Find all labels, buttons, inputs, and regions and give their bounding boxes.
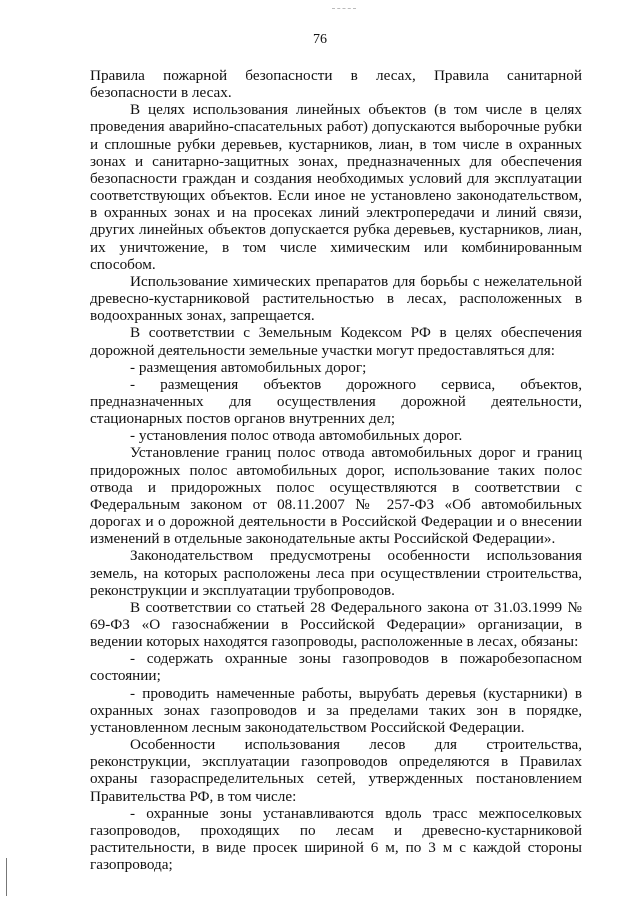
paragraph: Правила пожарной безопасности в лесах, Правила санитарной безопасности в лесах. xyxy=(90,67,582,102)
paragraph: - размещения автомобильных дорог; xyxy=(130,358,367,376)
paragraph: В целях использования линейных объектов (в том числе в целях проведения аварийно-спасательных работ) допускаются выборочные рубки и сплошные рубки деревьев, кустарников, лиан, в том числе в охранных зонах и санитарно-защитных зонах, предназначенных для обеспечения безопасности граждан и создания необходимых условий для эксплуатации соответствующих объектов. Если иное не установлено законодательством, в охранных зонах и на просеках линий электропередачи и линий связи, других линейных объектов допускается рубка деревьев, кустарников, лиан, их уничтожение, в том числе химическим или комбинированным способом. xyxy=(90,101,582,273)
margin-scan-line xyxy=(6,858,7,896)
paragraph: - охранные зоны устанавливаются вдоль трасс межпоселковых газопроводов, проходящих по лесам и древесно-кустарниковой растительности, в виде просек шириной 6 м, по 3 м с каждой стороны газопровода; xyxy=(90,804,582,874)
paragraph: - размещения объектов дорожного сервиса, объектов, предназначенных для осуществления дорожной деятельности, стационарных постов органов внутренних дел; xyxy=(90,375,582,428)
paragraph: - проводить намеченные работы, вырубать деревья (кустарники) в охранных зонах газопроводов и за пределами таких зон в порядке, установленном лесным законодательством Российской Федерации. xyxy=(90,684,582,736)
paragraph: - содержать охранные зоны газопроводов в пожаробезопасном состоянии; xyxy=(90,650,582,685)
paragraph: В соответствии со статьей 28 Федерального закона от 31.03.1999 № 69-ФЗ «О газоснабжении в Российской Федерации» организации, в ведении которых находятся газопроводы, расположенные в лесах, обязаны: xyxy=(90,598,582,651)
scan-artifact xyxy=(332,8,356,10)
paragraph: Особенности использования лесов для строительства, реконструкции, эксплуатации газопроводов определяются в Правилах охраны газораспределительных сетей, утвержденных постановлением Правительства РФ, в том числе: xyxy=(90,736,582,805)
paragraph: - установления полос отвода автомобильных дорог. xyxy=(130,427,463,445)
page-number: 76 xyxy=(313,32,327,47)
paragraph: Использование химических препаратов для борьбы с нежелательной древесно-кустарниковой растительностью в лесах, расположенных в водоохранных зонах, запрещается. xyxy=(90,272,582,325)
paragraph: В соответствии с Земельным Кодексом РФ в целях обеспечения дорожной деятельности земельные участки могут предоставляться для: xyxy=(90,324,582,359)
body-text xyxy=(90,67,582,873)
paragraph: Законодательством предусмотрены особенности использования земель, на которых расположены леса при осуществлении строительства, реконструкции и эксплуатации трубопроводов. xyxy=(90,547,582,599)
paragraph: Установление границ полос отвода автомобильных дорог и границ придорожных полос автомобильных дорог, использование таких полос отвода и придорожных полос осуществляются в соответствии с Федеральным законом от 08.11.2007 № 257-ФЗ «Об автомобильных дорогах и о дорожной деятельности в Российской Федерации и о внесении изменений в отдельные законодательные акты Российской Федерации». xyxy=(90,444,582,548)
